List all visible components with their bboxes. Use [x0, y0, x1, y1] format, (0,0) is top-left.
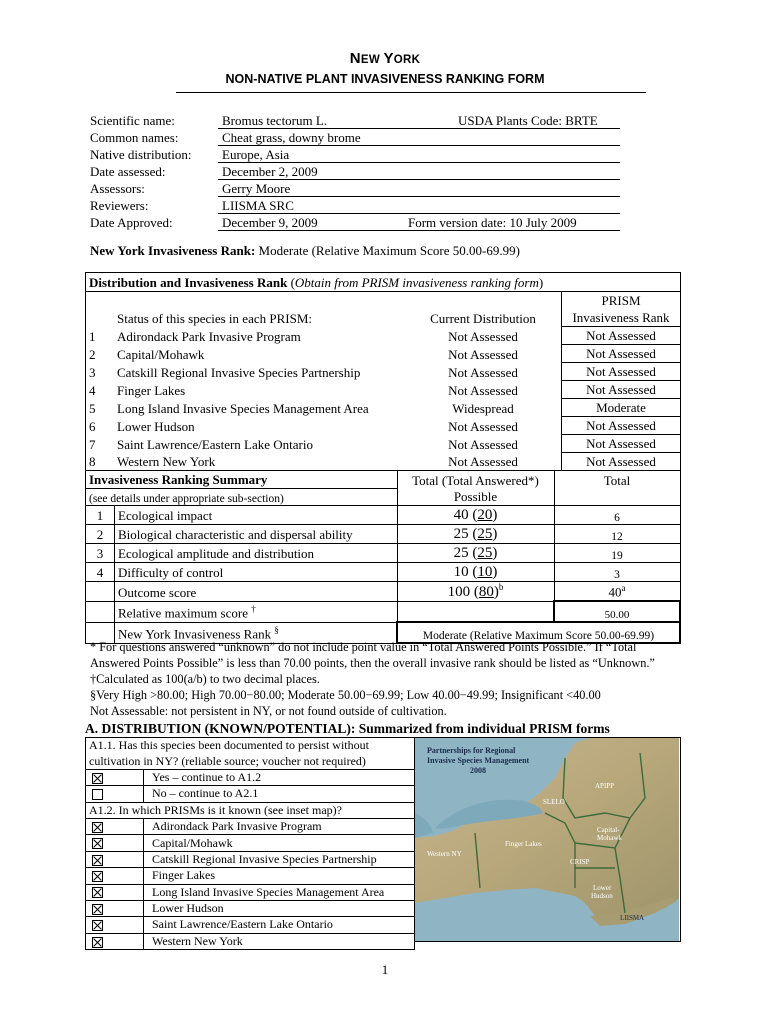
meta-row	[90, 197, 610, 214]
summary-subheading: (see details under appropriate sub-section)	[86, 489, 398, 506]
section-a-form	[85, 737, 415, 950]
row-number: 8	[86, 453, 115, 471]
label-finger-lakes: Finger Lakes	[505, 840, 542, 848]
current-distribution: Not Assessed	[448, 382, 518, 398]
outcome-label: Outcome score	[115, 581, 398, 601]
checkbox-cell[interactable]	[86, 884, 144, 900]
nyrank-value: Moderate (Relative Maximum Score 50.00-69.99)	[397, 622, 680, 643]
label-slelo: SLELO	[543, 798, 565, 806]
checkbox-row	[86, 769, 415, 785]
note-line: * For questions answered “unknown” do not include point value in “Total Answered Points Possible.” If “Total	[90, 640, 637, 654]
checkbox[interactable]	[92, 937, 103, 948]
checkbox-row	[86, 818, 415, 834]
checkbox-cell[interactable]	[86, 835, 144, 851]
label-western-ny: Western NY	[427, 850, 462, 858]
distribution-row	[86, 399, 681, 417]
form-title: NON-NATIVE PLANT INVASIVENESS RANKING FORM	[225, 72, 545, 86]
checkbox-label: Capital/Mohawk	[144, 835, 415, 851]
current-distribution: Not Assessed	[448, 436, 518, 452]
q1-text-1: A1.1. Has this species been documented to persist without	[86, 738, 415, 754]
prism-name: Western New York	[114, 453, 405, 471]
checkbox[interactable]	[92, 855, 103, 866]
meta-label: Common names:	[90, 130, 179, 145]
prism-name: Lower Hudson	[117, 418, 195, 434]
q1-text-2: cultivation in NY? (reliable source; voucher not required)	[86, 753, 415, 769]
points-possible: 40 (20)	[397, 505, 554, 524]
map-title-2: Invasive Species Management	[427, 756, 530, 765]
row-number: 3	[86, 363, 115, 381]
points-possible: 25 (25)	[397, 543, 554, 562]
map-title-3: 2008	[470, 766, 486, 775]
prism-rank: Not Assessed	[562, 453, 681, 471]
category-name: Difficulty of control	[115, 562, 398, 581]
q2-text: A1.2. In which PRISMs is it known (see inset map)?	[86, 802, 415, 818]
current-distribution: Widespread	[452, 400, 514, 416]
checkbox-row	[86, 917, 415, 933]
points-total: 6	[554, 505, 680, 524]
summary-row	[86, 543, 681, 562]
summary-row	[86, 505, 681, 524]
category-name: Ecological amplitude and distribution	[115, 543, 398, 562]
checkbox-cell[interactable]	[86, 786, 144, 802]
form-title-state: NEW YORK	[349, 50, 421, 67]
meta-value: Gerry Moore	[222, 181, 291, 196]
checkbox-label: Lower Hudson	[144, 900, 415, 916]
summary-row	[86, 562, 681, 581]
meta-label: Scientific name:	[90, 113, 175, 128]
meta-underline	[218, 230, 620, 231]
checkbox-row	[86, 851, 415, 867]
row-number: 4	[86, 381, 115, 399]
distribution-heading: Distribution and Invasiveness Rank (Obtain from PRISM invasiveness ranking form)	[86, 273, 681, 292]
checkbox-row	[86, 900, 415, 916]
note-line: §Very High >80.00; High 70.00−80.00; Moderate 50.00−69.99; Low 40.00−49.99; Insignificant <40.00	[90, 688, 601, 702]
distribution-row	[86, 435, 681, 453]
prism-rank: Not Assessed	[562, 381, 681, 399]
prism-map	[415, 737, 681, 942]
checkbox[interactable]	[92, 789, 103, 800]
summary-row	[86, 524, 681, 543]
checkbox[interactable]	[92, 904, 103, 915]
checkbox-cell[interactable]	[86, 851, 144, 867]
checkbox-row	[86, 884, 415, 900]
prism-rank: Not Assessed	[562, 363, 681, 381]
row-number: 7	[86, 435, 115, 453]
label-apipp: APIPP	[595, 782, 615, 790]
checkbox-row	[86, 868, 415, 884]
meta-label: Assessors:	[90, 181, 145, 196]
checkbox[interactable]	[92, 773, 103, 784]
page-number: 1	[381, 962, 389, 977]
checkbox-label: Adirondack Park Invasive Program	[144, 818, 415, 834]
meta-row	[90, 214, 610, 231]
prism-rank: Not Assessed	[562, 435, 681, 453]
prism-name: Catskill Regional Invasive Species Partnership	[117, 364, 361, 380]
nyrank-label: New York Invasiveness Rank §	[115, 622, 398, 643]
meta-value: December 2, 2009	[222, 164, 318, 179]
checkbox[interactable]	[92, 871, 103, 882]
checkbox[interactable]	[92, 920, 103, 931]
meta-row	[90, 180, 610, 197]
checkbox-label: Yes – continue to A1.2	[144, 769, 415, 785]
summary-table	[85, 470, 681, 644]
current-distribution: Not Assessed	[448, 364, 518, 380]
outcome-possible: 100 $(80)^b$	[397, 581, 554, 601]
meta-label: Date Approved:	[90, 215, 173, 230]
distribution-row	[86, 327, 681, 345]
meta-row	[90, 163, 610, 180]
meta-value: Europe, Asia	[222, 147, 290, 162]
meta-value: Cheat grass, downy brome	[222, 130, 361, 145]
prism-name: Capital/Mohawk	[117, 346, 205, 362]
checkbox-row	[86, 933, 415, 949]
prism-rank: Not Assessed	[562, 345, 681, 363]
category-name: Biological characteristic and dispersal ability	[115, 524, 398, 543]
checkbox-label: No – continue to A2.1	[144, 786, 415, 802]
label-lower: Lower	[593, 884, 612, 892]
current-distribution: Not Assessed	[448, 346, 518, 362]
distribution-table	[85, 272, 681, 471]
label-capital: Capital-	[597, 826, 620, 834]
distribution-row	[86, 417, 681, 435]
prism-name: Long Island Invasive Species Management Area	[117, 400, 369, 416]
distribution-row	[86, 453, 681, 471]
prism-name: Adirondack Park Invasive Program	[117, 328, 301, 344]
note-line: Not Assessable: not persistent in NY, or not found outside of cultivation.	[90, 704, 447, 718]
meta-label: Reviewers:	[90, 198, 149, 213]
meta-label: Date assessed:	[90, 164, 166, 179]
relmax-label: Relative maximum score †	[115, 601, 398, 622]
label-crisp: CRISP	[570, 858, 590, 866]
checkbox[interactable]	[92, 887, 103, 898]
meta-extra: USDA Plants Code: BRTE	[458, 113, 598, 128]
checkbox-cell[interactable]	[86, 868, 144, 884]
total-header: Total	[554, 471, 680, 489]
current-header: Current Distribution	[430, 310, 536, 326]
row-number: 4	[86, 562, 115, 581]
prism-name: Finger Lakes	[117, 382, 186, 398]
checkbox-cell[interactable]	[86, 933, 144, 949]
checkbox-label: Western New York	[144, 933, 415, 949]
row-number: 1	[86, 505, 115, 524]
meta-row	[90, 112, 610, 129]
prism-rank: Moderate	[562, 399, 681, 417]
checkbox-label: Saint Lawrence/Eastern Lake Ontario	[144, 917, 415, 933]
meta-value: Bromus tectorum L.	[222, 113, 328, 128]
meta-extra: Form version date: 10 July 2009	[408, 215, 577, 230]
checkbox[interactable]	[92, 822, 103, 833]
prism-header-2: Invasiveness Rank	[562, 309, 681, 327]
prism-map-graphic	[415, 738, 679, 941]
map-title-1: Partnerships for Regional	[427, 746, 516, 755]
row-number: 1	[86, 327, 115, 345]
label-mohawk: Mohawk	[597, 834, 622, 842]
checkbox-cell[interactable]	[86, 769, 144, 785]
checkbox[interactable]	[92, 838, 103, 849]
row-number: 3	[86, 543, 115, 562]
meta-row	[90, 146, 610, 163]
row-number: 6	[86, 417, 115, 435]
points-possible: 25 (25)	[397, 524, 554, 543]
category-name: Ecological impact	[115, 505, 398, 524]
points-total: 3	[554, 562, 680, 581]
note-line: Answered Points Possible” is less than 70.00 points, then the overall invasive rank should be listed as “Unknown.”	[90, 656, 655, 670]
checkbox-row	[86, 786, 415, 802]
label-liisma: LIISMA	[620, 914, 645, 922]
points-total: 19	[554, 543, 680, 562]
prism-name: Saint Lawrence/Eastern Lake Ontario	[117, 436, 313, 452]
current-distribution: Not Assessed	[405, 453, 562, 471]
checkbox-cell[interactable]	[86, 900, 144, 916]
total-possible-header-2: Possible	[397, 489, 554, 506]
meta-value: LIISMA SRC	[222, 198, 294, 213]
distribution-row	[86, 363, 681, 381]
row-number: 5	[86, 399, 115, 417]
status-header: Status of this species in each PRISM:	[117, 310, 312, 326]
title-divider	[176, 92, 646, 93]
meta-value: December 9, 2009	[222, 215, 318, 230]
points-possible: 10 (10)	[397, 562, 554, 581]
outcome-total: 40$^a$	[554, 581, 680, 601]
current-distribution: Not Assessed	[448, 418, 518, 434]
checkbox-row	[86, 835, 415, 851]
checkbox-cell[interactable]	[86, 917, 144, 933]
prism-header-1: PRISM	[562, 292, 681, 310]
relmax-value: 50.00	[554, 601, 680, 622]
distribution-row	[86, 345, 681, 363]
ny-invasiveness-rank	[90, 243, 520, 259]
footnotes	[90, 639, 690, 719]
checkbox-label: Finger Lakes	[144, 868, 415, 884]
summary-heading: Invasiveness Ranking Summary	[86, 471, 398, 489]
total-possible-header-1: Total (Total Answered*)	[397, 471, 554, 489]
checkbox-label: Long Island Invasive Species Management Area	[144, 884, 415, 900]
meta-label: Native distribution:	[90, 147, 192, 162]
prism-rank: Not Assessed	[562, 327, 681, 345]
row-number: 2	[86, 524, 115, 543]
checkbox-cell[interactable]	[86, 818, 144, 834]
rank-value: Moderate (Relative Maximum Score 50.00-69.99)	[255, 243, 520, 258]
prism-rank: Not Assessed	[562, 417, 681, 435]
points-total: 12	[554, 524, 680, 543]
section-a-heading: A. DISTRIBUTION (KNOWN/POTENTIAL): Summarized from individual PRISM forms	[85, 721, 681, 738]
rank-label: New York Invasiveness Rank:	[90, 243, 256, 258]
meta-row	[90, 129, 610, 146]
row-number: 2	[86, 345, 115, 363]
note-line: †Calculated as 100(a/b) to two decimal places.	[90, 672, 320, 686]
distribution-row	[86, 381, 681, 399]
current-distribution: Not Assessed	[448, 328, 518, 344]
checkbox-label: Catskill Regional Invasive Species Partnership	[144, 851, 415, 867]
label-hudson: Hudson	[591, 892, 613, 900]
